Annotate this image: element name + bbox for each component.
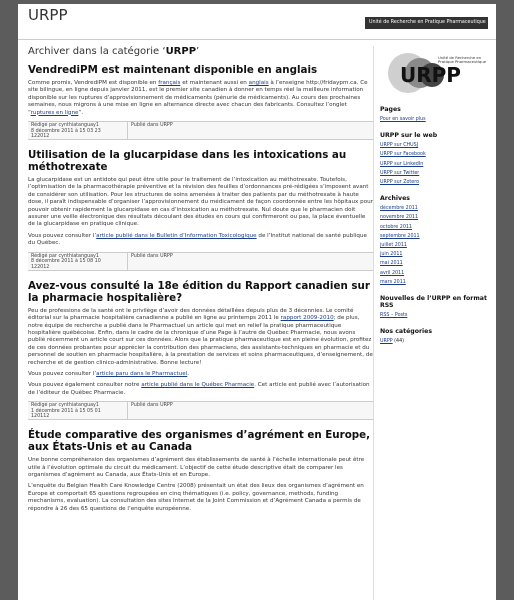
- web-link[interactable]: URPP sur LinkedIn: [380, 161, 424, 167]
- sidebar-item: [380, 269, 496, 278]
- post-paragraph: [28, 483, 373, 513]
- archive-month-link[interactable]: novembre 2011: [380, 215, 419, 221]
- sidebar-item: [380, 150, 496, 159]
- sidebar-item: [380, 232, 496, 241]
- rss-posts-link[interactable]: RSS – Posts: [380, 313, 408, 319]
- category-count: (44): [392, 339, 405, 345]
- logo-text: URPP: [400, 63, 461, 87]
- paragraph-text: et maintenant aussi en: [180, 80, 249, 86]
- paragraph-text: La glucarpidase est un antidote qui peut être utile pour le traitement de l’intoxication au méthotrexate. Toutefois, l’optimisation de la pharmacothérapie préventive et la révision des feuilles d’ordonnances pré-rédigées s’imposent avant de considérer son utilisation. Pour les structures de soins amenées à traiter des patients par du méthotrexate à haute dose, il paraît indispensable d’organiser l’approvisionnement du médicament de façon coordonnée entre les hôpitaux pour pouvoir obtenir rapidement la glucarpidase en cas d’intoxication au méthotrexate. Nul doute que le pharmacien doit assurer une veille électronique des résultats découlant des études en cours qui confirmeront ou pas, la place éventuelle de la glucarpidase en pratique clinique.: [28, 177, 373, 228]
- paragraph-text: L’enquête du Belgian Health Care Knowledge Centre (2008) présentait un état des lieux des organismes d’agrément en Europe et comportait 65 questions regroupées en cinq thématiques (i.e. policy, governance, methods, funding mechanisms, evaluation). La consultation des sites Internet de la Joint Commission et d’Agrément Canada a permis de répondre à 26 des 65 questions de l’enquête européenne.: [28, 483, 364, 512]
- unit-label-bar: Unité de Recherche en Pratique Pharmaceutique: [365, 17, 488, 29]
- post-author-date: Rédigé par cynthiatanguay1 8 décembre 2011 à 15 03 23 122012: [28, 122, 128, 139]
- logo-caption: Unité de Recherche en Pratique Pharmaceutique: [438, 55, 487, 65]
- pages-section: [380, 106, 496, 124]
- paragraph-text: de l’Institut national de santé publique du Québec.: [28, 232, 367, 247]
- post-title[interactable]: Avez-vous consulté la 18e édition du Rapport canadien sur la pharmacie hospitalière?: [28, 279, 370, 304]
- post-title[interactable]: Utilisation de la glucarpidase dans les intoxications au méthotrexate: [28, 149, 347, 174]
- archive-month-link[interactable]: septembre 2011: [380, 233, 420, 239]
- paragraph-text: à l’enseigne http://fridaypm.ca. Ce site bilingue, en ligne depuis janvier 2011, est le premier site canadien à donner en temps réel la meilleure information disponible sur les ruptures d’approvisionnement de médicaments (pénurie de médicaments). Au cours des prochaines semaines, nous migrons à une mise en ligne en alternance directe avec chacun des fabricants. Consultez l’onglet “: [28, 80, 368, 116]
- archives-heading: Archives: [380, 195, 410, 203]
- inline-link[interactable]: ruptures en ligne: [30, 109, 79, 116]
- archive-month-link[interactable]: octobre 2011: [380, 224, 412, 230]
- web-section: [380, 132, 496, 187]
- post-author-date: Rédigé par cynthiatanguay1 1 décembre 2011 à 15 05 01 120112: [28, 402, 128, 419]
- inline-link[interactable]: article publié dans le Québec Pharmacie: [141, 382, 255, 389]
- post-author-date: Rédigé par cynthiatanguay1 8 décembre 2011 à 15 08 10 122012: [28, 253, 128, 270]
- sidebar-item: [380, 141, 496, 150]
- paragraph-text: Vous pouvez consulter l’: [28, 232, 97, 239]
- paragraph-text: Vous pouvez consulter l’: [28, 370, 97, 377]
- web-link[interactable]: URPP sur Zotero: [380, 180, 420, 186]
- archive-month-link[interactable]: juin 2011: [380, 252, 403, 258]
- inline-link[interactable]: article publié dans le Bulletin d’Information Toxicologique: [96, 232, 257, 239]
- sidebar-item: [380, 241, 496, 250]
- sidebar-item: [380, 250, 496, 259]
- paragraph-text: Vous pouvez également consulter notre: [28, 382, 142, 389]
- site-title[interactable]: URPP: [28, 6, 68, 24]
- post-list: [28, 64, 373, 513]
- post-meta: [28, 401, 373, 420]
- sidebar-item: [380, 204, 496, 213]
- inline-link[interactable]: article paru dans le Pharmactuel: [96, 370, 188, 377]
- urpp-logo[interactable]: [380, 48, 490, 96]
- sidebar-item: [380, 223, 496, 232]
- archive-month-link[interactable]: mai 2011: [380, 261, 403, 267]
- post-paragraph: [28, 371, 373, 378]
- archive-month-link[interactable]: mars 2011: [380, 279, 406, 285]
- post-paragraph: [28, 382, 373, 397]
- post-category[interactable]: Publié dans URPP: [131, 123, 173, 129]
- post-meta: [28, 252, 373, 271]
- page-link[interactable]: Pour en savoir plus: [380, 117, 426, 122]
- pages-heading: Pages: [380, 106, 401, 113]
- sidebar-item: [380, 160, 496, 169]
- post-paragraph: [28, 233, 373, 248]
- browser-page: [18, 4, 496, 600]
- paragraph-text: Peu de professions de la santé ont le privilège d’avoir des données détaillées depuis plus de 3 décennies. Le comité éditorial sur la pharmacie hospitalière canadienne a publié en ligne au printemps 2011 le: [28, 307, 354, 322]
- paragraph-text: Comme promis, VendrediPM est disponible en: [28, 80, 159, 86]
- sidebar-item: [380, 278, 496, 287]
- paragraph-text: ”.: [78, 109, 84, 116]
- sidebar-item: [380, 178, 496, 187]
- inline-link[interactable]: anglais: [248, 80, 269, 86]
- sidebar-item: [380, 169, 496, 178]
- paragraph-text: ; de plus, notre équipe de recherche a publié dans le Pharmactuel un article qui met en relief la pratique pharmaceutique hospitalière québécoise. Enfin, dans le cadre de la chronique d’une Page à l’autre de Québec Pharmacie, nous avons publié récemment un article court sur ces données. Alors que la pratique pharmaceutique est en pleine évolution, profitez de ces données probantes pour apprécier la contribution des pharmaciens, des assistants-techniques en pharmacie et du personnel de soutien en pharmacie hospitalière, à la prestation de services et soins pharmaceutiques, d’enseignement, de recherche et de gestion clinico-administrative. Bonne lecture!: [28, 315, 373, 366]
- post-category[interactable]: Publié dans URPP: [131, 253, 173, 259]
- post-article: [28, 280, 373, 420]
- sidebar-item: [380, 115, 496, 124]
- post-paragraph: [28, 457, 373, 479]
- post-paragraph: [28, 308, 373, 367]
- rss-heading: Nouvelles de l’URPP en format RSS: [380, 295, 487, 310]
- post-paragraph: [28, 80, 373, 117]
- inline-link[interactable]: rapport 2009-2010: [280, 315, 334, 322]
- rss-section: [380, 295, 496, 320]
- sidebar-item: [380, 213, 496, 222]
- web-link[interactable]: URPP sur Twitter: [380, 170, 420, 176]
- categories-heading: Nos catégories: [380, 328, 432, 336]
- archive-month-link[interactable]: décembre 2011: [380, 206, 418, 212]
- web-heading: URPP sur le web: [380, 132, 438, 140]
- site-header: [18, 4, 496, 40]
- paragraph-text: . Cet article est publié avec l’autorisation de l’éditeur de Québec Pharmacie.: [28, 382, 370, 396]
- archives-section: [380, 195, 496, 287]
- post-paragraph: [28, 177, 373, 229]
- web-link[interactable]: URPP sur Facebook: [380, 152, 426, 158]
- inline-link[interactable]: français: [158, 80, 181, 86]
- post-title[interactable]: Étude comparative des organismes d’agrément en Europe, aux États-Unis et au Canada: [28, 429, 371, 454]
- post-article: [28, 429, 373, 513]
- post-article: [28, 64, 373, 140]
- archive-heading: Archiver dans la catégorie ‘URPP’: [28, 46, 200, 57]
- post-title[interactable]: VendrediPM est maintenant disponible en anglais: [28, 64, 318, 76]
- paragraph-text: .: [187, 370, 190, 377]
- main-content: [28, 46, 373, 517]
- web-link[interactable]: URPP sur CHUSJ: [380, 143, 419, 149]
- sidebar: [373, 46, 496, 600]
- categories-section: [380, 328, 496, 346]
- post-article: [28, 149, 373, 271]
- paragraph-text: Une bonne compréhension des organismes d’agrément des établissements de santé à l’échelle internationale peut être utile à l’évolution optimale du circuit du médicament. L’objectif de cette étude descriptive était de comparer les organismes d’agrément au Canada, aux États-Unis et en Europe.: [28, 457, 365, 478]
- post-category[interactable]: Publié dans URPP: [131, 403, 173, 409]
- category-urpp-link[interactable]: URPP: [380, 339, 393, 345]
- sidebar-item: [380, 259, 496, 268]
- post-meta: [28, 121, 373, 140]
- archive-month-link[interactable]: avril 2011: [380, 270, 405, 276]
- archive-month-link[interactable]: juillet 2011: [380, 243, 407, 249]
